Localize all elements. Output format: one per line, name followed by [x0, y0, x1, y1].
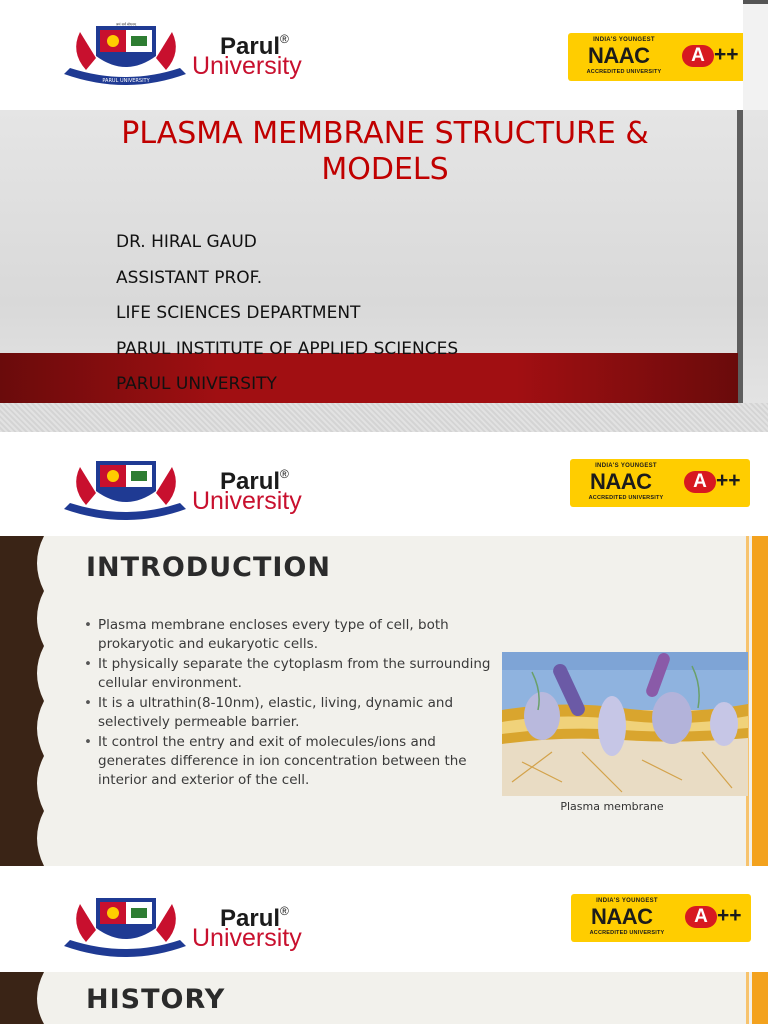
- slide-header: [0, 866, 768, 972]
- section-heading: HISTORY: [86, 984, 226, 1015]
- brand-university-text: University: [192, 924, 302, 952]
- naac-badge: INDIA'S YOUNGEST NAAC A ++ ACCREDITED UNIVERSITY: [570, 459, 750, 507]
- naac-grade: A: [685, 906, 717, 928]
- decorative-orange-bar: [752, 972, 768, 1024]
- image-caption: Plasma membrane: [560, 800, 664, 813]
- university-crest-icon: [60, 457, 190, 523]
- naac-badge: INDIA'S YOUNGEST NAAC A ++ ACCREDITED UNIVERSITY: [568, 33, 748, 81]
- parul-university-logo: [60, 457, 335, 523]
- decorative-corner: [743, 0, 768, 110]
- slide-header: [0, 432, 768, 536]
- brand-parul-text: Parul®: [220, 904, 289, 932]
- svg-text:PARUL UNIVERSITY: PARUL UNIVERSITY: [102, 78, 150, 84]
- plasma-membrane-illustration: [502, 652, 748, 796]
- decorative-orange-bar: [752, 536, 768, 866]
- slide-content: [0, 536, 768, 866]
- bullet-list: [82, 616, 502, 791]
- slide-title: [0, 0, 768, 432]
- parul-university-logo: [60, 894, 335, 960]
- slide-content: [0, 972, 768, 1024]
- author-department: LIFE SCIENCES DEPARTMENT: [116, 303, 361, 323]
- list-item: • Plasma membrane encloses every type of cell, both prokaryotic and eukaryotic cells.: [82, 616, 502, 654]
- naac-grade: A: [684, 471, 716, 493]
- brand-parul-text: Parul®: [220, 467, 289, 495]
- author-designation: ASSISTANT PROF.: [116, 267, 263, 288]
- author-institute: PARUL INSTITUTE OF APPLIED SCIENCES: [116, 338, 459, 359]
- decorative-line: [746, 972, 749, 1024]
- slide-title-text: PLASMA MEMBRANE STRUCTURE & MODELS: [121, 116, 649, 187]
- brand-university-text: University: [192, 52, 302, 80]
- author-info: [116, 228, 458, 406]
- decorative-wavy-border: [0, 536, 50, 866]
- list-item: • It control the entry and exit of molecules/ions and generates difference in ion concentration between the interior and exterior of the cell.: [82, 733, 502, 790]
- naac-badge: INDIA'S YOUNGEST NAAC A ++ ACCREDITED UNIVERSITY: [571, 894, 751, 942]
- author-university: PARUL UNIVERSITY: [116, 374, 277, 394]
- list-item: • It physically separate the cytoplasm from the surrounding cellular environment.: [82, 655, 502, 693]
- naac-grade: A: [682, 45, 714, 67]
- slide-header: [0, 0, 768, 110]
- list-item: • It is a ultrathin(8-10nm), elastic, living, dynamic and selectively permeable barrier.: [82, 694, 502, 732]
- author-name: DR. HIRAL GAUD: [116, 232, 257, 252]
- university-crest-icon: [60, 894, 190, 960]
- svg-text:श्रमं सर्वं बोधनम्: श्रमं सर्वं बोधनम्: [115, 22, 137, 27]
- university-crest-icon: [60, 22, 190, 88]
- decorative-pattern: [0, 403, 768, 432]
- brand-parul-text: Parul®: [220, 32, 289, 60]
- section-heading: INTRODUCTION: [86, 552, 331, 583]
- decorative-wavy-border: [0, 972, 50, 1024]
- slide-introduction: [0, 432, 768, 866]
- slide-history: [0, 866, 768, 1024]
- brand-university-text: University: [192, 487, 302, 515]
- parul-university-logo: [60, 22, 335, 88]
